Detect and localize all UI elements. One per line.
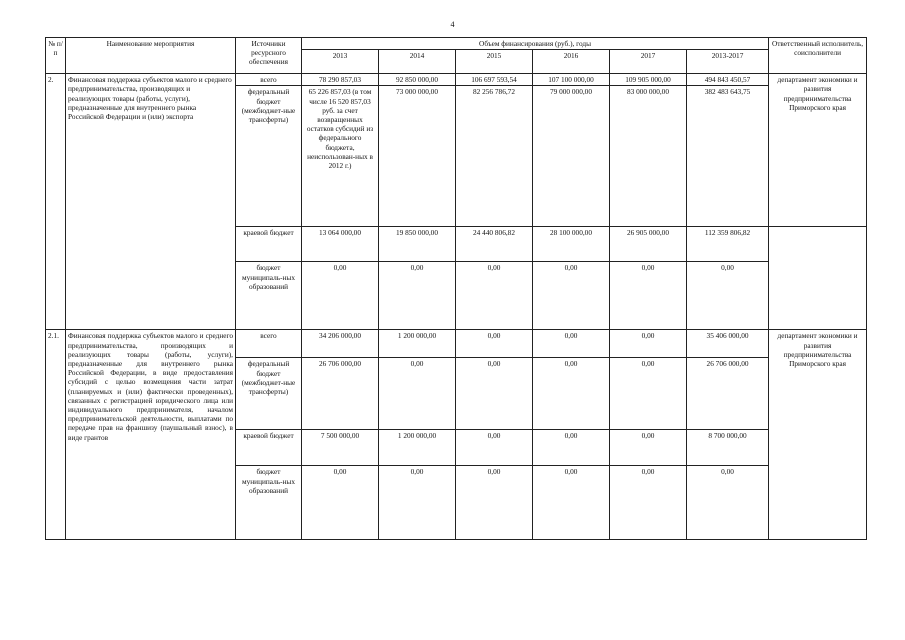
value-cell: 7 500 000,00 bbox=[302, 430, 379, 466]
header-sources: Источники ресурсного обеспечения bbox=[236, 38, 302, 74]
header-name: Наименование мероприятия bbox=[66, 38, 236, 74]
table-row bbox=[46, 330, 867, 358]
financing-table bbox=[45, 37, 867, 540]
source-label: федеральный бюджет (межбюджет-ные трансферты) bbox=[236, 358, 302, 430]
value-cell: 19 850 000,00 bbox=[379, 227, 456, 262]
source-label: всего bbox=[236, 330, 302, 358]
header-responsible: Ответственный исполнитель, соисполнители bbox=[769, 38, 867, 74]
value-cell: 0,00 bbox=[687, 262, 769, 330]
source-label: краевой бюджет bbox=[236, 227, 302, 262]
value-cell: 8 700 000,00 bbox=[687, 430, 769, 466]
value-cell: 79 000 000,00 bbox=[533, 86, 610, 227]
value-cell: 34 206 000,00 bbox=[302, 330, 379, 358]
value-cell: 0,00 bbox=[610, 466, 687, 540]
header-num: № п/п bbox=[46, 38, 66, 74]
section-name: Финансовая поддержка субъектов малого и среднего предпринимательства, производящих и реализующих товары (работы, услуги), предназначенные для внутреннего рынка Российской Федерации, в виде предоставления субсидий с целью возмещения части затрат (планируемых и (или) фактически проведенных), связанных с регистрацией юридического лица или индивидуального предпринимателя, началом предпринимательской деятельности, выплатами по передаче прав на франшизу (паушальный взнос), в виде грантов bbox=[66, 330, 236, 540]
responsible-empty bbox=[769, 227, 867, 330]
header-year-2016: 2016 bbox=[533, 50, 610, 74]
value-cell: 0,00 bbox=[533, 330, 610, 358]
header-year-total: 2013-2017 bbox=[687, 50, 769, 74]
page-number: 4 bbox=[450, 20, 455, 29]
value-cell: 0,00 bbox=[456, 330, 533, 358]
value-cell: 109 905 000,00 bbox=[610, 74, 687, 86]
source-label: бюджет муниципаль-ных образований bbox=[236, 466, 302, 540]
source-label: федеральный бюджет (межбюджет-ные трансферты) bbox=[236, 86, 302, 227]
section-num: 2. bbox=[46, 74, 66, 330]
value-cell: 382 483 643,75 bbox=[687, 86, 769, 227]
value-cell: 73 000 000,00 bbox=[379, 86, 456, 227]
value-cell: 0,00 bbox=[610, 358, 687, 430]
table-row bbox=[46, 74, 867, 86]
value-cell: 112 359 806,82 bbox=[687, 227, 769, 262]
value-cell: 0,00 bbox=[456, 430, 533, 466]
value-cell: 0,00 bbox=[456, 262, 533, 330]
value-cell: 26 706 000,00 bbox=[302, 358, 379, 430]
header-year-2015: 2015 bbox=[456, 50, 533, 74]
value-cell: 0,00 bbox=[610, 330, 687, 358]
value-cell: 0,00 bbox=[610, 262, 687, 330]
value-cell: 82 256 786,72 bbox=[456, 86, 533, 227]
responsible-cell: департамент экономики и развития предпринимательства Приморского края bbox=[769, 330, 867, 540]
value-cell: 0,00 bbox=[533, 358, 610, 430]
value-cell: 65 226 857,03 (в том числе 16 520 857,03 руб. за счет возвращенных остатков субсидий из федерального бюджета, неиспользован-ных в 2012 г.) bbox=[302, 86, 379, 227]
header-year-2014: 2014 bbox=[379, 50, 456, 74]
section-name: Финансовая поддержка субъектов малого и среднего предпринимательства, производящих и реализующих товары (работы, услуги), предназначенные для внутреннего рынка Российской Федерации и (или) экспорта bbox=[66, 74, 236, 330]
value-cell: 0,00 bbox=[302, 262, 379, 330]
value-cell: 26 905 000,00 bbox=[610, 227, 687, 262]
value-cell: 1 200 000,00 bbox=[379, 430, 456, 466]
section-num: 2.1. bbox=[46, 330, 66, 540]
value-cell: 28 100 000,00 bbox=[533, 227, 610, 262]
value-cell: 0,00 bbox=[456, 466, 533, 540]
source-label: всего bbox=[236, 74, 302, 86]
source-label: краевой бюджет bbox=[236, 430, 302, 466]
value-cell: 26 706 000,00 bbox=[687, 358, 769, 430]
value-cell: 107 100 000,00 bbox=[533, 74, 610, 86]
header-year-2013: 2013 bbox=[302, 50, 379, 74]
value-cell: 494 843 450,57 bbox=[687, 74, 769, 86]
header-year-2017: 2017 bbox=[610, 50, 687, 74]
value-cell: 0,00 bbox=[456, 358, 533, 430]
value-cell: 0,00 bbox=[379, 262, 456, 330]
value-cell: 24 440 806,82 bbox=[456, 227, 533, 262]
value-cell: 83 000 000,00 bbox=[610, 86, 687, 227]
value-cell: 0,00 bbox=[379, 358, 456, 430]
responsible-cell: департамент экономики и развития предпринимательства Приморского края bbox=[769, 74, 867, 227]
value-cell: 0,00 bbox=[533, 262, 610, 330]
value-cell: 0,00 bbox=[302, 466, 379, 540]
value-cell: 0,00 bbox=[610, 430, 687, 466]
value-cell: 0,00 bbox=[533, 430, 610, 466]
value-cell: 1 200 000,00 bbox=[379, 330, 456, 358]
value-cell: 78 290 857,03 bbox=[302, 74, 379, 86]
source-label: бюджет муниципаль-ных образований bbox=[236, 262, 302, 330]
value-cell: 92 850 000,00 bbox=[379, 74, 456, 86]
value-cell: 35 406 000,00 bbox=[687, 330, 769, 358]
value-cell: 0,00 bbox=[687, 466, 769, 540]
value-cell: 0,00 bbox=[379, 466, 456, 540]
value-cell: 0,00 bbox=[533, 466, 610, 540]
value-cell: 106 697 593,54 bbox=[456, 74, 533, 86]
value-cell: 13 064 000,00 bbox=[302, 227, 379, 262]
header-volume: Объем финансирования (руб.), годы bbox=[302, 38, 769, 50]
